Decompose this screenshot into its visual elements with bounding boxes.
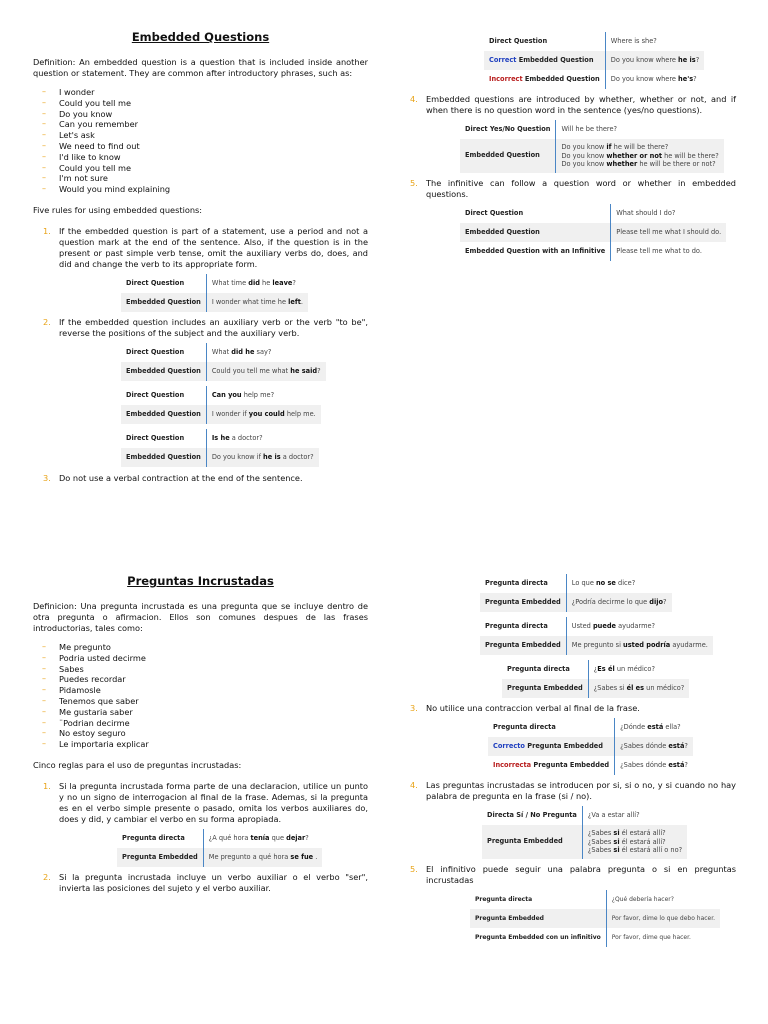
list-item: – Podria usted decirme (33, 653, 368, 664)
table-label: Pregunta directa (117, 829, 203, 848)
list-item: – Me pregunto (33, 642, 368, 653)
table-value: I wonder what time he left. (206, 293, 308, 312)
spanish-example-table-3 (480, 617, 713, 655)
table-value: Me pregunto a qué hora se fue . (203, 848, 322, 867)
spanish-example-table-7 (470, 890, 720, 947)
list-item: – Could you tell me (33, 98, 368, 109)
table-row (484, 70, 704, 89)
table-value: ¿Podría decirme lo que dijo? (566, 593, 671, 612)
spanish-example-table-1 (117, 829, 322, 867)
table-label: Incorrect Embedded Question (484, 70, 605, 89)
rule-text: Embedded questions are introduced by whether, whether or not, and if when there is no question word in the sentence (yes/no questions). (426, 94, 736, 115)
table-row (488, 756, 693, 775)
rule-number: 3. (410, 703, 418, 713)
spanish-example-table-6 (482, 806, 687, 859)
spanish-rule-2 (33, 872, 368, 894)
table-label: Pregunta directa (480, 617, 566, 636)
english-example-table-7 (460, 204, 726, 261)
table-row (484, 32, 704, 51)
spanish-rules-intro: Cinco reglas para el uso de preguntas incrustadas: (33, 759, 242, 770)
table-label: Direct Question (121, 274, 206, 293)
table-value: ¿Sabes dónde está? (615, 756, 693, 775)
spanish-rule-1 (33, 781, 368, 825)
spanish-right-column (400, 574, 736, 952)
english-example-table-2 (121, 343, 326, 381)
english-example-table-1 (121, 274, 308, 312)
spanish-example-table-5 (488, 718, 693, 775)
table-row (502, 679, 689, 698)
table-row (121, 386, 321, 405)
table-label: Pregunta Embedded (480, 593, 566, 612)
table-value: What should I do? (611, 204, 726, 223)
list-item: – Puedes recordar (33, 674, 368, 685)
rule-number: 5. (410, 177, 418, 188)
table-value: Do you know if he will be there? Do you know whether or not he will be there? Do you know whether he will be there or not? (556, 139, 724, 173)
table-row (117, 848, 322, 867)
table-row (484, 51, 704, 70)
table-value: Please tell me what I should do. (611, 223, 726, 242)
table-row (121, 448, 319, 467)
table-label: Pregunta Embedded (480, 636, 566, 655)
table-row (488, 718, 693, 737)
list-item: – Let's ask (33, 130, 368, 141)
table-value: Do you know where he's? (605, 70, 704, 89)
table-row (502, 660, 689, 679)
english-rule-1 (33, 226, 368, 270)
table-value: ¿Qué debería hacer? (606, 890, 720, 909)
table-label: Pregunta Embedded (117, 848, 203, 867)
rule-text: If the embedded question includes an auxiliary verb or the verb "to be", reverse the positions of the subject and the auxiliary verb. (59, 316, 368, 338)
table-label: Pregunta directa (488, 718, 615, 737)
table-value: Will he be there? (556, 120, 724, 139)
list-item: – Sabes (33, 664, 368, 675)
table-value: ¿Sabes si él es un médico? (588, 679, 689, 698)
list-item: – No estoy seguro (33, 728, 368, 739)
table-row (480, 593, 672, 612)
table-label: Pregunta Embedded (470, 909, 606, 928)
table-value: Me pregunto si usted podría ayudarme. (566, 636, 713, 655)
rule-text: The infinitive can follow a question word or whether in embedded questions. (426, 177, 736, 199)
english-left-column (33, 32, 368, 487)
list-item: – Tenemos que saber (33, 696, 368, 707)
table-value: Do you know if he is a doctor? (206, 448, 318, 467)
table-value: Do you know where he is? (605, 51, 704, 70)
table-label: Pregunta Embedded con un infinitivo (470, 928, 606, 947)
table-row (470, 928, 720, 947)
table-value: Usted puede ayudarme? (566, 617, 713, 636)
rule-text: Si la pregunta incrustada forma parte de una declaracion, utilice un punto y no un signo de interrogacion al final de la frase. Ademas, si la pregunta es en el verbo simple presente o pasado, omita los verbos auxiliares do, does y did, y cambiar el verbo en su forma apropiada. (59, 780, 368, 824)
table-value: Could you tell me what he said? (206, 362, 325, 381)
english-right-column (400, 32, 736, 266)
english-example-table-3 (121, 386, 321, 424)
spanish-example-table-2 (480, 574, 672, 612)
english-rule-3 (33, 473, 368, 484)
rule-number: 2. (43, 871, 51, 882)
english-example-table-6 (460, 120, 724, 173)
table-row (470, 890, 720, 909)
english-example-table-5 (484, 32, 704, 89)
english-rule-2 (33, 317, 368, 339)
rule-number: 3. (43, 472, 51, 483)
list-item: – We need to find out (33, 141, 368, 152)
table-label: Correcto Pregunta Embedded (488, 737, 615, 756)
table-label: Directa Sí / No Pregunta (482, 806, 582, 825)
table-value: Is he a doctor? (206, 429, 318, 448)
spanish-definition: Definicion: Una pregunta incrustada es una pregunta que se incluye dentro de otra pregunta o afirmacion. Ellos son comunes despues de las frases introductorias, tales como: (33, 601, 368, 633)
english-rule-5 (400, 178, 736, 200)
table-value: What did he say? (206, 343, 325, 362)
spanish-left-column (33, 576, 368, 897)
table-label: Direct Question (460, 204, 611, 223)
table-row (121, 343, 326, 362)
table-row (488, 737, 693, 756)
table-value: ¿Sabes si él estará allí? ¿Sabes si él estará allí? ¿Sabes si él estará allí o no? (582, 825, 687, 859)
rule-number: 4. (410, 780, 418, 790)
rule-text: Si la pregunta incrustada incluye un verbo auxiliar o el verbo "ser", invierta las posiciones del sujeto y el verbo auxiliar. (59, 871, 368, 893)
list-item: – Can you remember (33, 119, 368, 130)
spanish-example-table-4 (502, 660, 689, 698)
table-value: Please tell me what to do. (611, 242, 726, 261)
english-definition: Definition: An embedded question is a question that is included inside another question or statement. They are common after introductory phrases, such as: (33, 57, 368, 78)
table-label: Embedded Question (121, 405, 206, 424)
table-row (482, 806, 687, 825)
table-row (121, 405, 321, 424)
list-item: – Pidamosle (33, 685, 368, 696)
table-label: Pregunta Embedded (482, 825, 582, 859)
spanish-rule-4 (400, 780, 736, 802)
rule-number: 1. (43, 780, 51, 791)
rule-number: 5. (410, 863, 418, 874)
table-label: Pregunta Embedded (502, 679, 588, 698)
table-label: Direct Yes/No Question (460, 120, 556, 139)
table-row (460, 120, 724, 139)
table-row (460, 139, 724, 173)
spanish-title: Preguntas Incrustadas (127, 574, 274, 588)
rule-text: Las preguntas incrustadas se introducen por si, si o no, y si cuando no hay palabra de pregunta en la frase (si / no). (426, 780, 736, 801)
list-item: – I'm not sure (33, 173, 368, 184)
rule-number: 2. (43, 316, 51, 327)
table-row (480, 574, 672, 593)
table-row (121, 293, 308, 312)
table-label: Direct Question (121, 343, 206, 362)
list-item: – ¨Podrian decirme (33, 718, 368, 729)
table-row (121, 429, 319, 448)
rule-text: Do not use a verbal contraction at the end of the sentence. (59, 472, 303, 483)
rule-text: If the embedded question is part of a statement, use a period and not a question mark at the end of the sentence. Also, if the question is in the present or past simple verb tense, omit the auxiliary verbs do, does, and did and change the verb to its appropriate form. (59, 225, 368, 269)
english-phrase-list (33, 87, 368, 195)
table-row (121, 274, 308, 293)
list-item: – I'd like to know (33, 152, 368, 163)
table-value: Lo que no se dice? (566, 574, 671, 593)
table-value: Where is she? (605, 32, 704, 51)
table-value: Can you help me? (206, 386, 320, 405)
english-title: Embedded Questions (131, 30, 270, 44)
table-row (121, 362, 326, 381)
list-item: – Would you mind explaining (33, 184, 368, 195)
rule-text: No utilice una contraccion verbal al final de la frase. (426, 703, 640, 713)
english-example-table-4 (121, 429, 319, 467)
spanish-rule-5 (400, 864, 736, 886)
rule-number: 1. (43, 225, 51, 236)
list-item: – Could you tell me (33, 163, 368, 174)
table-row (470, 909, 720, 928)
table-label: Direct Question (484, 32, 605, 51)
table-value: ¿Es él un médico? (588, 660, 689, 679)
list-item: – Me gustaria saber (33, 707, 368, 718)
table-label: Pregunta directa (480, 574, 566, 593)
table-row (480, 617, 713, 636)
table-value: ¿Sabes dónde está? (615, 737, 693, 756)
rule-text: El infinitivo puede seguir una palabra pregunta o si en preguntas incrustadas (426, 863, 736, 885)
table-label: Correct Embedded Question (484, 51, 605, 70)
table-value: ¿Va a estar allí? (582, 806, 687, 825)
table-label: Pregunta directa (502, 660, 588, 679)
table-label: Embedded Question (121, 362, 206, 381)
table-value: Por favor, dime que hacer. (606, 928, 720, 947)
table-label: Embedded Question (121, 448, 206, 467)
table-value: ¿A qué hora tenía que dejar? (203, 829, 322, 848)
table-value: What time did he leave? (206, 274, 308, 293)
table-label: Pregunta directa (470, 890, 606, 909)
table-label: Embedded Question (121, 293, 206, 312)
spanish-phrase-list (33, 642, 368, 750)
table-label: Incorrecta Pregunta Embedded (488, 756, 615, 775)
english-rules-intro: Five rules for using embedded questions: (33, 204, 203, 215)
table-row (480, 636, 713, 655)
list-item: – Le importaria explicar (33, 739, 368, 750)
list-item: – Do you know (33, 109, 368, 120)
table-label: Embedded Question (460, 139, 556, 173)
spanish-rule-3 (400, 703, 736, 714)
table-row (460, 204, 726, 223)
table-label: Embedded Question with an Infinitive (460, 242, 611, 261)
table-label: Direct Question (121, 386, 206, 405)
table-value: ¿Dónde está ella? (615, 718, 693, 737)
rule-number: 4. (410, 94, 418, 104)
table-row (117, 829, 322, 848)
table-value: Por favor, dime lo que debo hacer. (606, 909, 720, 928)
table-row (482, 825, 687, 859)
english-rule-4 (400, 94, 736, 116)
table-row (460, 242, 726, 261)
list-item: – I wonder (33, 87, 368, 98)
table-value: I wonder if you could help me. (206, 405, 320, 424)
table-label: Direct Question (121, 429, 206, 448)
table-row (460, 223, 726, 242)
table-label: Embedded Question (460, 223, 611, 242)
